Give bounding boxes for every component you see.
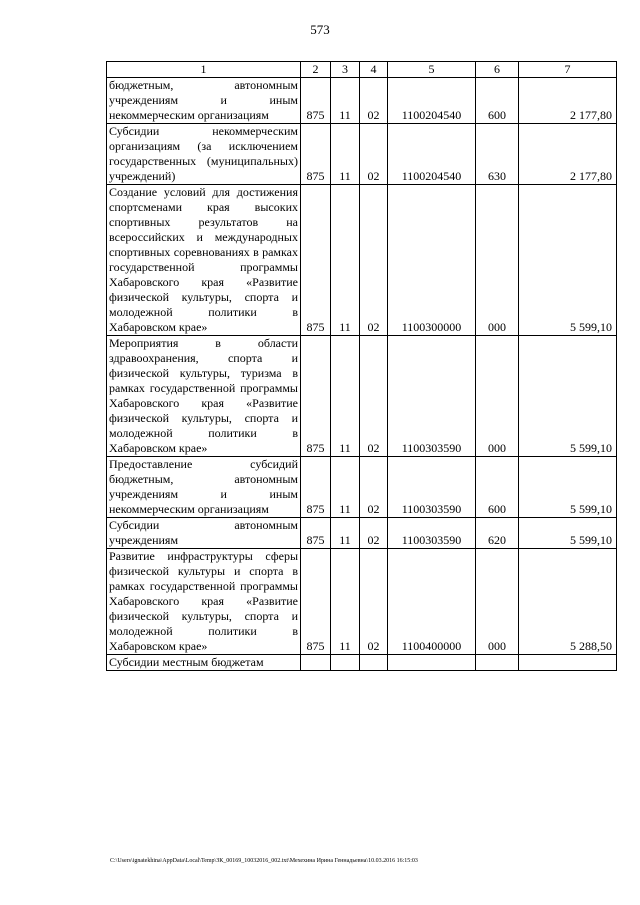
table-row [107, 185, 617, 336]
cell-col2: 875 [301, 185, 331, 336]
cell-col3 [331, 655, 360, 671]
footer-file-path: C:\Users\ignatekhina\AppData\Local\Temp\ЗК_00169_10032016_002.txt\Мехехина Ирина Геннадьевна\10.03.2016 16:15:03 [110, 858, 418, 864]
cell-col3: 11 [331, 78, 360, 124]
row-description: Субсидии некоммерческим организациям (за исключением государственных (муниципальных) учреждений) [107, 124, 301, 185]
cell-col5: 1100303590 [388, 336, 476, 457]
cell-col2: 875 [301, 518, 331, 549]
cell-col7: 5 599,10 [519, 185, 617, 336]
row-description: Субсидии автономным учреждениям [107, 518, 301, 549]
cell-col4: 02 [360, 549, 388, 655]
header-cell: 2 [301, 62, 331, 78]
cell-col2: 875 [301, 124, 331, 185]
cell-col4: 02 [360, 457, 388, 518]
cell-col3: 11 [331, 457, 360, 518]
cell-col2: 875 [301, 549, 331, 655]
table-row [107, 549, 617, 655]
cell-col3: 11 [331, 336, 360, 457]
cell-col7: 5 288,50 [519, 549, 617, 655]
row-description: бюджетным, автономным учреждениям и иным некоммерческим организациям [107, 78, 301, 124]
row-description: Мероприятия в области здравоохранения, спорта и физической культуры, туризма в рамках государственной программы Хабаровского края «Развитие физической культуры, спорта и молодежной политики в Хабаровском крае» [107, 336, 301, 457]
table-header-row [107, 62, 617, 78]
cell-col7: 2 177,80 [519, 124, 617, 185]
header-cell: 5 [388, 62, 476, 78]
cell-col7: 2 177,80 [519, 78, 617, 124]
cell-col6: 000 [476, 185, 519, 336]
cell-col6 [476, 655, 519, 671]
cell-col6: 620 [476, 518, 519, 549]
cell-col5: 1100204540 [388, 78, 476, 124]
cell-col3: 11 [331, 124, 360, 185]
cell-col3: 11 [331, 549, 360, 655]
header-cell: 6 [476, 62, 519, 78]
cell-col3: 11 [331, 518, 360, 549]
row-description: Развитие инфраструктуры сферы физической культуры и спорта в рамках государственной программы Хабаровского края «Развитие физической культуры, спорта и молодежной политики в Хабаровском крае» [107, 549, 301, 655]
cell-col4: 02 [360, 336, 388, 457]
cell-col6: 000 [476, 549, 519, 655]
cell-col5: 1100303590 [388, 518, 476, 549]
cell-col4: 02 [360, 78, 388, 124]
table-row [107, 78, 617, 124]
cell-col2: 875 [301, 336, 331, 457]
cell-col4: 02 [360, 124, 388, 185]
cell-col2: 875 [301, 78, 331, 124]
cell-col5: 1100303590 [388, 457, 476, 518]
cell-col6: 600 [476, 78, 519, 124]
cell-col5: 1100400000 [388, 549, 476, 655]
cell-col4 [360, 655, 388, 671]
cell-col3: 11 [331, 185, 360, 336]
cell-col5: 1100300000 [388, 185, 476, 336]
row-description: Субсидии местным бюджетам [107, 655, 301, 671]
cell-col2: 875 [301, 457, 331, 518]
cell-col6: 630 [476, 124, 519, 185]
cell-col4: 02 [360, 185, 388, 336]
budget-table [106, 61, 617, 671]
cell-col4: 02 [360, 518, 388, 549]
header-cell: 1 [107, 62, 301, 78]
cell-col7 [519, 655, 617, 671]
table-row [107, 124, 617, 185]
cell-col7: 5 599,10 [519, 518, 617, 549]
table-row [107, 336, 617, 457]
table-row [107, 457, 617, 518]
cell-col7: 5 599,10 [519, 336, 617, 457]
table-row [107, 518, 617, 549]
cell-col2 [301, 655, 331, 671]
cell-col5: 1100204540 [388, 124, 476, 185]
header-cell: 4 [360, 62, 388, 78]
cell-col7: 5 599,10 [519, 457, 617, 518]
cell-col6: 000 [476, 336, 519, 457]
cell-col6: 600 [476, 457, 519, 518]
row-description: Создание условий для достижения спортсменами края высоких спортивных результатов на всероссийских и международных спортивных соревнованиях в рамках государственной программы Хабаровского края «Развитие физической культуры, спорта и молодежной политики в Хабаровском крае» [107, 185, 301, 336]
table-row [107, 655, 617, 671]
header-cell: 3 [331, 62, 360, 78]
row-description: Предоставление субсидий бюджетным, автономным учреждениям и иным некоммерческим организациям [107, 457, 301, 518]
cell-col5 [388, 655, 476, 671]
header-cell: 7 [519, 62, 617, 78]
page-number: 573 [310, 22, 330, 37]
